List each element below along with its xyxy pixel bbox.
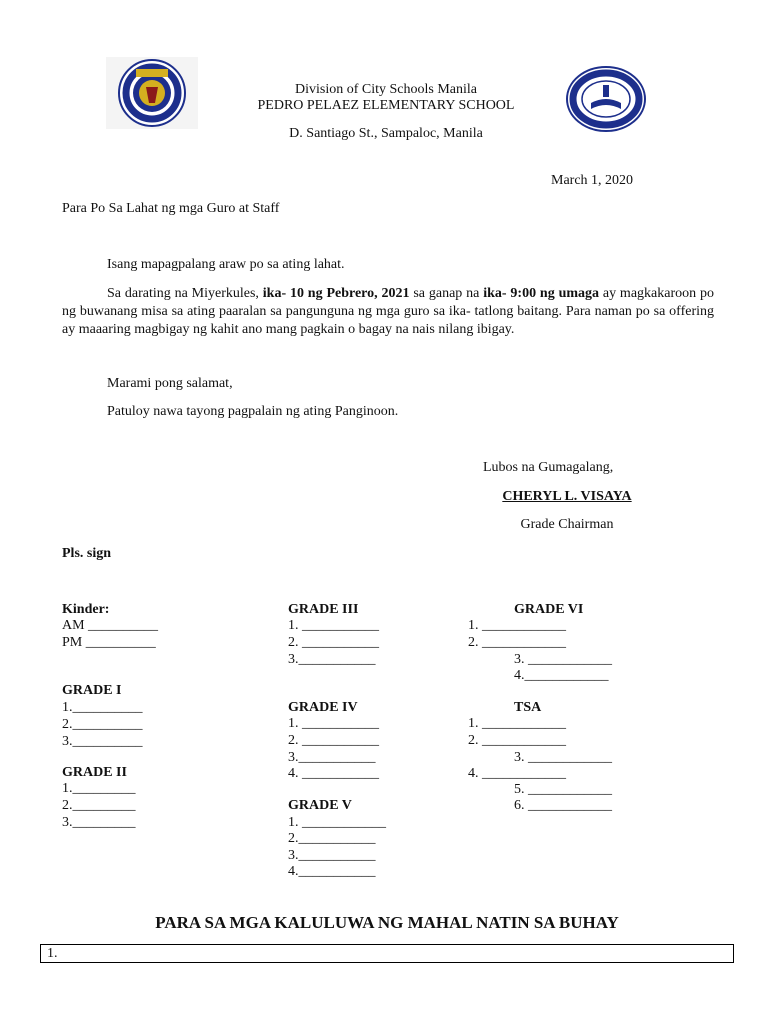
announcement-intro: Sa darating na Miyerkules, xyxy=(107,286,263,301)
grade3-title: GRADE III xyxy=(288,602,359,617)
grade3-line-3: 3.___________ xyxy=(288,652,376,667)
grade1-line-2: 2.__________ xyxy=(62,717,143,732)
grade1-line-1: 1.__________ xyxy=(62,700,143,715)
grade6-line-4: 4.____________ xyxy=(514,668,609,683)
grade6-line-1: 1. ____________ xyxy=(468,618,566,633)
grade6-line-2: 2. ____________ xyxy=(468,635,566,650)
grade5-line-4: 4.___________ xyxy=(288,864,376,879)
announcement-paragraph xyxy=(62,285,714,339)
division-name: Division of City Schools Manila xyxy=(295,82,477,97)
grade5-title: GRADE V xyxy=(288,798,352,813)
school-seal-logo xyxy=(565,65,647,133)
grade1-title: GRADE I xyxy=(62,683,122,698)
grade3-line-2: 2. ___________ xyxy=(288,635,379,650)
grade2-line-2: 2._________ xyxy=(62,798,136,813)
grade4-line-3: 3.___________ xyxy=(288,750,376,765)
tsa-line-5: 5. ____________ xyxy=(514,782,612,797)
salutation: Para Po Sa Lahat ng mga Guro at Staff xyxy=(62,201,280,216)
announcement-details: ay magkakaroon po ng buwanang misa sa ating paaralan sa pangunguna ng mga guro sa ika- tatlong baitang. Para naman po sa offering ay maaaring magbigay ng kahit ano mang pagkain o bagay na nais nilang ibigay. xyxy=(62,286,714,337)
grade2-line-3: 3._________ xyxy=(62,815,136,830)
tsa-line-6: 6. ____________ xyxy=(514,798,612,813)
tsa-title: TSA xyxy=(514,700,542,715)
footer-title: PARA SA MGA KALULUWA NG MAHAL NATIN SA BUHAY xyxy=(155,913,619,932)
grade2-title: GRADE II xyxy=(62,765,127,780)
school-name: PEDRO PELAEZ ELEMENTARY SCHOOL xyxy=(257,98,515,113)
signatory-title: Grade Chairman xyxy=(520,517,614,532)
grade5-line-3: 3.___________ xyxy=(288,848,376,863)
grade5-line-1: 1. ____________ xyxy=(288,815,386,830)
kinder-line-pm: PM __________ xyxy=(62,635,156,650)
tsa-line-1: 1. ____________ xyxy=(468,716,566,731)
grade2-line-1: 1._________ xyxy=(62,781,136,796)
deped-seal-logo xyxy=(106,57,198,129)
grade3-line-1: 1. ___________ xyxy=(288,618,379,633)
school-address: D. Santiago St., Sampaloc, Manila xyxy=(289,126,483,141)
grade4-title: GRADE IV xyxy=(288,700,358,715)
letter-date: March 1, 2020 xyxy=(551,173,634,188)
complimentary-close: Lubos na Gumagalang, xyxy=(483,460,614,475)
grade1-line-3: 3.__________ xyxy=(62,734,143,749)
thanks-line: Marami pong salamat, xyxy=(107,376,233,391)
grade6-line-3: 3. ____________ xyxy=(514,652,612,667)
sign-label: Pls. sign xyxy=(62,546,112,561)
kinder-title: Kinder: xyxy=(62,602,110,617)
kinder-line-am: AM __________ xyxy=(62,618,159,633)
announcement-connector: sa ganap na xyxy=(409,286,484,301)
greeting: Isang mapagpalang araw po sa ating lahat. xyxy=(107,257,345,272)
table-row-number: 1. xyxy=(47,946,58,961)
tsa-line-2: 2. ____________ xyxy=(468,733,566,748)
announcement-date: ika- 10 ng Pebrero, 2021 xyxy=(262,286,410,301)
grade4-line-4: 4. ___________ xyxy=(288,766,379,781)
grade6-title: GRADE VI xyxy=(514,602,584,617)
announcement-time: ika- 9:00 ng umaga xyxy=(483,286,600,301)
names-table xyxy=(40,944,734,963)
grade5-line-2: 2.___________ xyxy=(288,831,376,846)
tsa-line-4: 4. ____________ xyxy=(468,766,566,781)
grade4-line-2: 2. ___________ xyxy=(288,733,379,748)
blessing-line: Patuloy nawa tayong pagpalain ng ating Panginoon. xyxy=(107,404,399,419)
tsa-line-3: 3. ____________ xyxy=(514,750,612,765)
grade4-line-1: 1. ___________ xyxy=(288,716,379,731)
signatory-name: CHERYL L. VISAYA xyxy=(502,489,632,504)
